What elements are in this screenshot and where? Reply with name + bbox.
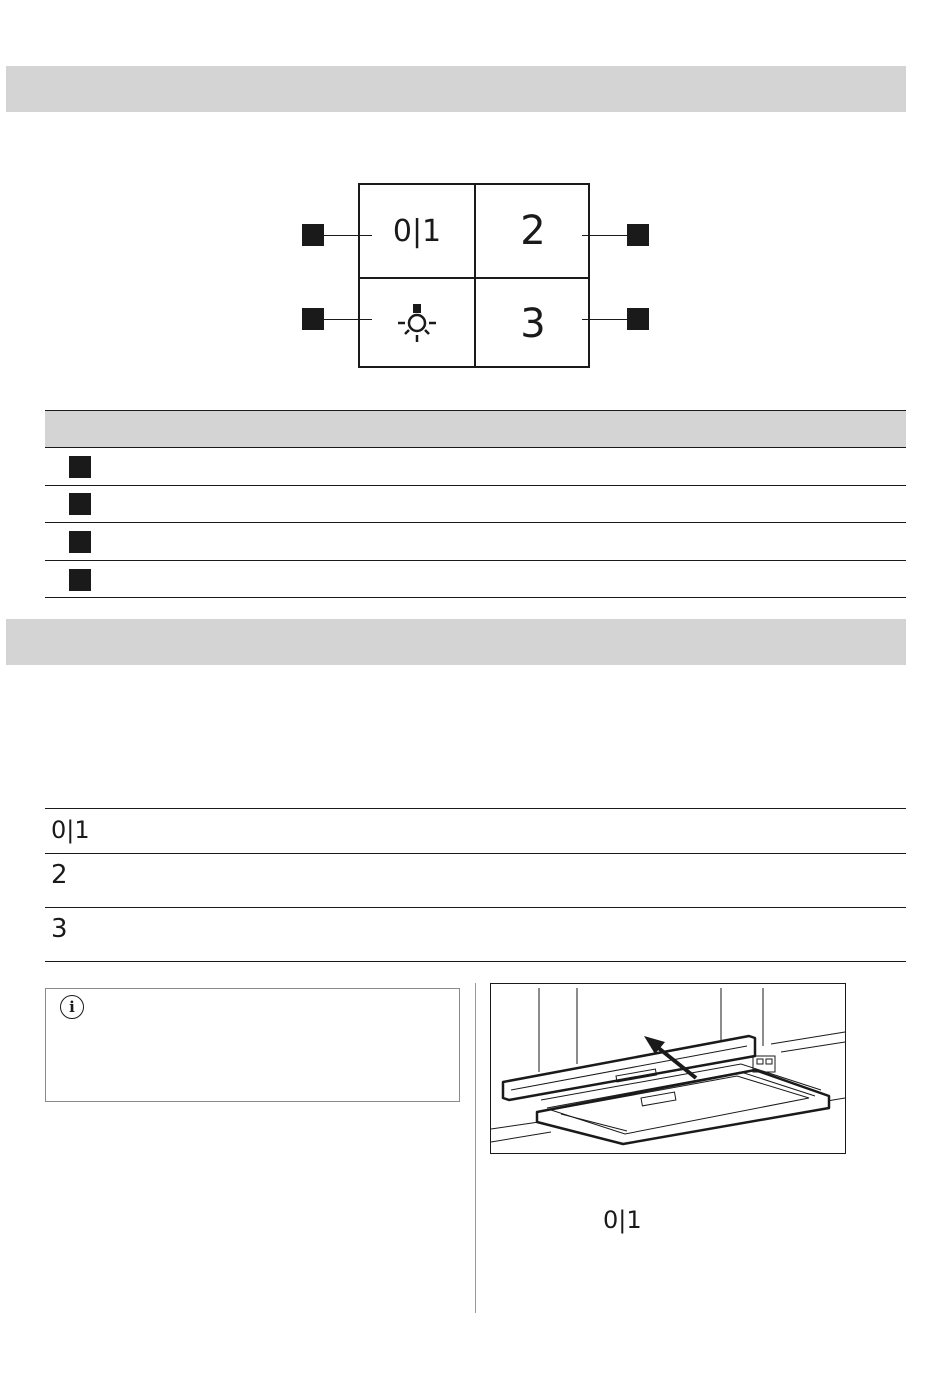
table-row-divider	[45, 907, 906, 908]
light-bulb-icon	[394, 301, 440, 347]
table-row-divider	[45, 597, 906, 598]
control-panel-diagram	[358, 183, 590, 368]
leader-line	[324, 319, 372, 320]
inline-power-symbol: 0|1	[603, 1206, 642, 1234]
leader-line	[582, 319, 627, 320]
speed-3-button[interactable]: 3	[520, 300, 546, 347]
callout-marker	[627, 224, 649, 246]
speed-2-button[interactable]: 2	[520, 208, 546, 254]
power-button[interactable]: 0|1	[392, 213, 442, 249]
legend-marker	[69, 456, 91, 478]
table-row-divider	[45, 808, 906, 809]
callout-marker	[302, 224, 324, 246]
column-divider	[475, 983, 476, 1313]
legend-table-header	[45, 410, 906, 448]
leader-line	[324, 235, 372, 236]
leader-line	[582, 235, 627, 236]
legend-marker	[69, 493, 91, 515]
legend-marker	[69, 531, 91, 553]
callout-marker	[627, 308, 649, 330]
illustration-frame	[490, 983, 846, 1154]
speed-symbol-power: 0|1	[51, 816, 90, 844]
section-header-band	[6, 619, 906, 665]
table-row-divider	[45, 522, 906, 523]
table-row-divider	[45, 853, 906, 854]
info-note-box	[45, 988, 460, 1102]
light-button[interactable]	[360, 279, 474, 368]
cooker-hood-drawing	[491, 984, 845, 1153]
table-row-divider	[45, 961, 906, 962]
table-row-divider	[45, 485, 906, 486]
speed-symbol-3: 3	[51, 914, 68, 944]
table-row-divider	[45, 560, 906, 561]
info-icon: i	[60, 995, 84, 1019]
legend-marker	[69, 569, 91, 591]
callout-marker	[302, 308, 324, 330]
section-header-band	[6, 66, 906, 112]
speed-symbol-2: 2	[51, 860, 68, 890]
